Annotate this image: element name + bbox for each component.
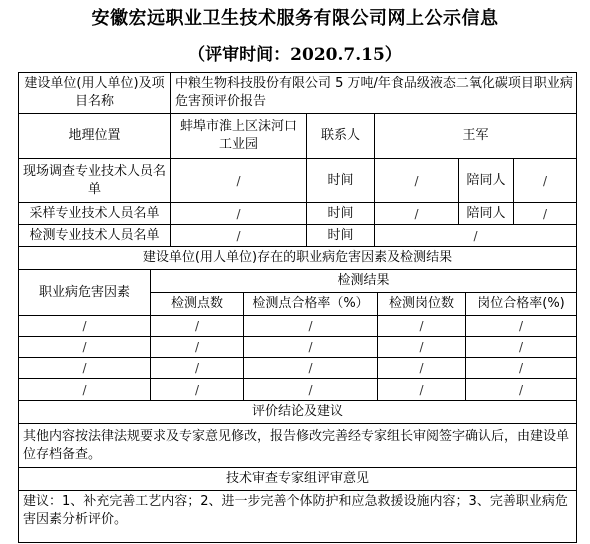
- testing-time-value: /: [374, 224, 577, 247]
- table-cell: /: [243, 357, 378, 379]
- col-posts-header: 检测岗位数: [377, 292, 466, 316]
- conclusion-title: 评价结论及建议: [18, 400, 577, 424]
- table-cell: /: [150, 315, 244, 337]
- project-value: 中粮生物科技股份有限公司 5 万吨/年食品级液态二氧化碳项目职业病危害预评价报告: [170, 72, 577, 114]
- testing-time-label: 时间: [306, 224, 375, 247]
- expert-title: 技术审查专家组评审意见: [18, 467, 577, 491]
- table-cell: /: [377, 357, 466, 379]
- survey-escort-value: /: [513, 158, 577, 203]
- contact-value: 王军: [374, 113, 577, 159]
- table-cell: /: [465, 378, 577, 401]
- table-cell: /: [465, 315, 577, 337]
- conclusion-text: 其他内容按法律法规要求及专家意见修改，报告修改完善经专家组长审阅签字确认后，由建设单位存档备查。: [18, 423, 577, 468]
- table-cell: /: [465, 336, 577, 358]
- table-cell: /: [465, 357, 577, 379]
- table-cell: /: [243, 378, 378, 401]
- survey-label: 现场调查专业技术人员名单: [18, 158, 171, 203]
- table-cell: /: [243, 336, 378, 358]
- table-cell: /: [150, 357, 244, 379]
- col-points-rate-header: 检测点合格率（%）: [243, 292, 378, 316]
- sampling-time-label: 时间: [306, 202, 375, 225]
- survey-escort-label: 陪同人: [458, 158, 514, 203]
- hazard-factor-header: 职业病危害因素: [18, 269, 151, 316]
- testing-label: 检测专业技术人员名单: [18, 224, 171, 247]
- location-value: 蚌埠市淮上区沫河口工业园: [170, 113, 307, 159]
- testing-value: /: [170, 224, 307, 247]
- table-cell: /: [377, 378, 466, 401]
- page-title: 安徽宏远职业卫生技术服务有限公司网上公示信息: [91, 8, 499, 29]
- project-label: 建设单位(用人单位)及项目名称: [18, 72, 171, 114]
- sampling-time-value: /: [374, 202, 459, 225]
- expert-text: 建议：1、补充完善工艺内容；2、进一步完善个体防护和应急救援设施内容；3、完善职业病危害因素分析评价。: [18, 490, 577, 543]
- table-cell: /: [377, 336, 466, 358]
- info-table: [18, 72, 577, 543]
- table-cell: /: [377, 315, 466, 337]
- survey-time-label: 时间: [306, 158, 375, 203]
- sampling-label: 采样专业技术人员名单: [18, 202, 171, 225]
- table-cell: /: [243, 315, 378, 337]
- survey-value: /: [170, 158, 307, 203]
- hazards-section-title: 建设单位(用人单位)存在的职业病危害因素及检测结果: [18, 246, 577, 270]
- sampling-escort-label: 陪同人: [458, 202, 514, 225]
- review-time: （评审时间：2020.7.15）: [188, 45, 402, 65]
- table-cell: /: [18, 378, 151, 401]
- table-cell: /: [18, 315, 151, 337]
- survey-time-value: /: [374, 158, 459, 203]
- table-cell: /: [18, 357, 151, 379]
- col-points-header: 检测点数: [150, 292, 244, 316]
- sampling-escort-value: /: [513, 202, 577, 225]
- sampling-value: /: [170, 202, 307, 225]
- location-label: 地理位置: [18, 113, 171, 159]
- col-posts-rate-header: 岗位合格率(%): [465, 292, 577, 316]
- table-cell: /: [18, 336, 151, 358]
- table-cell: /: [150, 378, 244, 401]
- table-cell: /: [150, 336, 244, 358]
- contact-label: 联系人: [306, 113, 375, 159]
- results-header: 检测结果: [150, 269, 577, 293]
